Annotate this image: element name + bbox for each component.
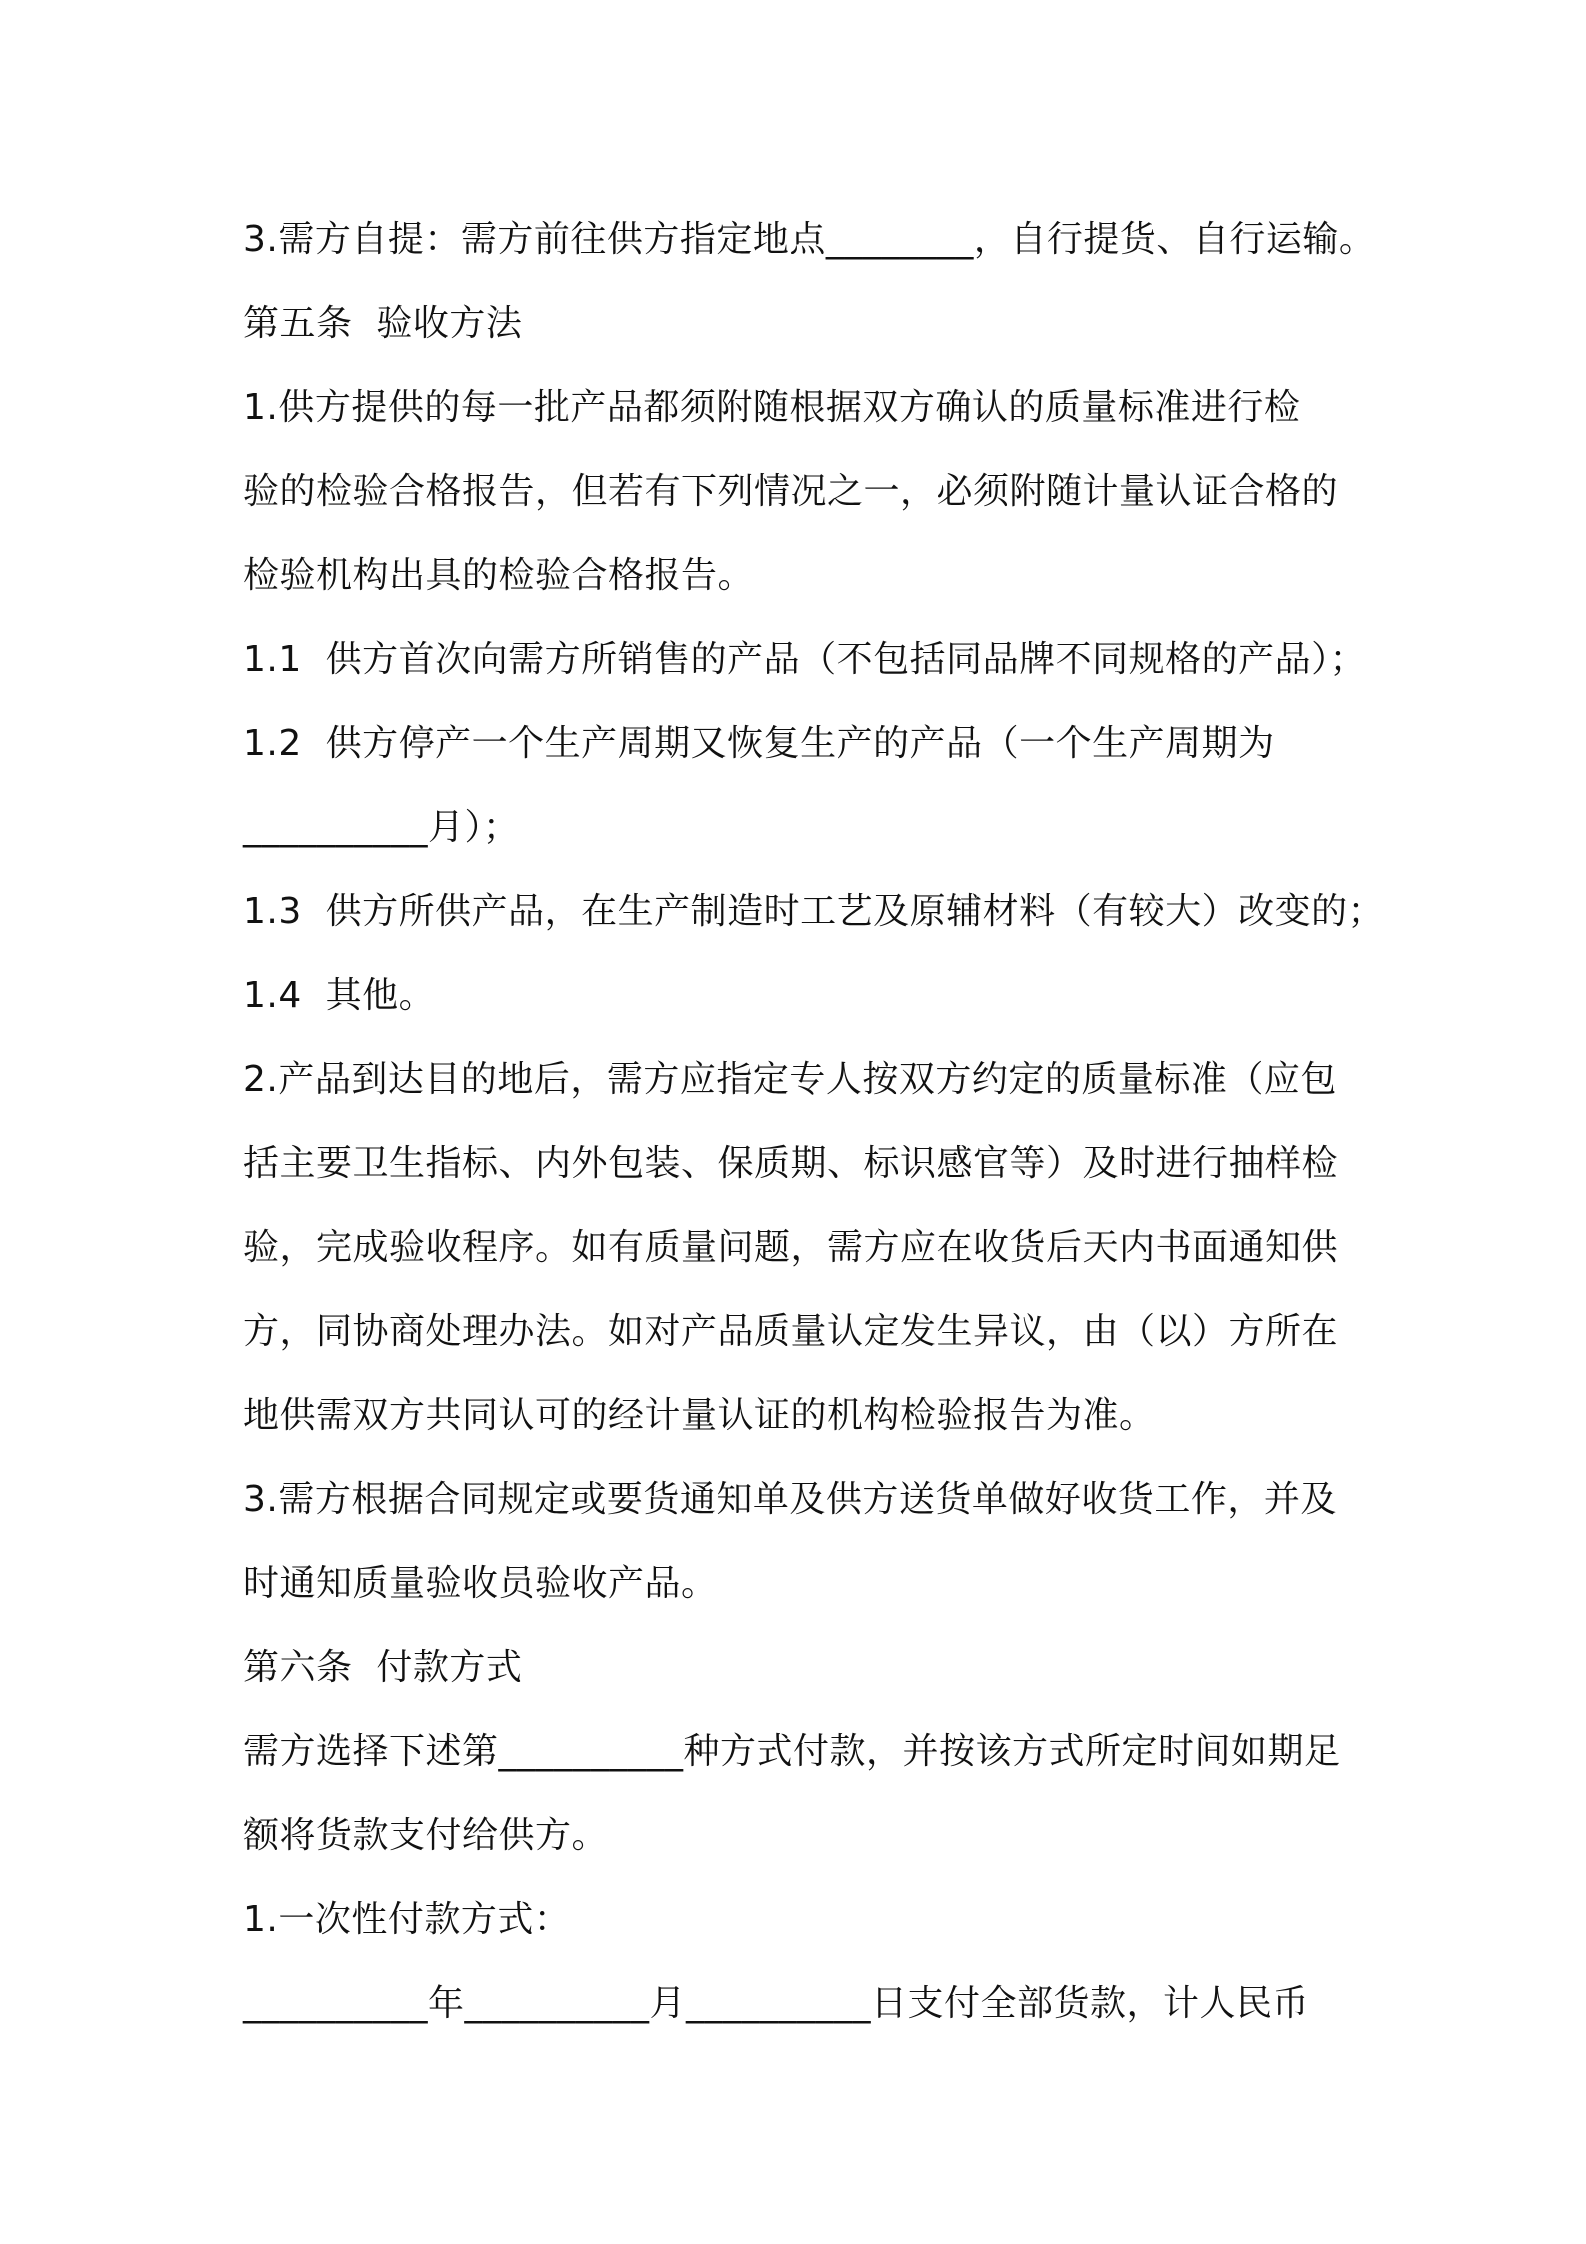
article-5-item-1-4: 1.4 其他。: [243, 975, 436, 1016]
article-5-item-1-1: 1.1 供方首次向需方所销售的产品（不包括同品牌不同规格的产品）；: [243, 639, 1367, 680]
article-6-heading: 第六条 付款方式: [243, 1647, 523, 1688]
article-5-item-3-line-1: 3.需方根据合同规定或要货通知单及供方送货单做好收货工作，并及: [243, 1479, 1337, 1520]
article-5-item-1-line-1: 1.供方提供的每一批产品都须附随根据双方确认的质量标准进行检: [243, 387, 1301, 428]
article-6-item-1: 1.一次性付款方式：: [243, 1899, 571, 1940]
document-body: [243, 198, 1483, 2046]
article-6-intro-line-1: 需方选择下述第__________种方式付款，并按该方式所定时间如期足: [243, 1731, 1341, 1772]
article-5-heading: 第五条 验收方法: [243, 303, 523, 344]
article-6-item-1-date-line: __________年__________月__________日支付全部货款，计人民币: [243, 1983, 1310, 2024]
article-5-item-1-line-2: 验的检验合格报告，但若有下列情况之一，必须附随计量认证合格的: [243, 471, 1339, 512]
clause-4-item-3: 3.需方自提：需方前往供方指定地点________，自行提货、自行运输。: [243, 219, 1376, 260]
article-5-item-2-line-1: 2.产品到达目的地后，需方应指定专人按双方约定的质量标准（应包: [243, 1059, 1337, 1100]
article-5-item-2-line-3: 验，完成验收程序。如有质量问题，需方应在收货后天内书面通知供: [243, 1227, 1339, 1268]
article-5-item-1-line-3: 检验机构出具的检验合格报告。: [243, 555, 755, 596]
article-6-intro-line-2: 额将货款支付给供方。: [243, 1815, 609, 1856]
article-5-item-1-3: 1.3 供方所供产品，在生产制造时工艺及原辅材料（有较大）改变的；: [243, 891, 1385, 932]
article-5-item-1-2-line-1: 1.2 供方停产一个生产周期又恢复生产的产品（一个生产周期为: [243, 723, 1275, 764]
article-5-item-2-line-4: 方，同协商处理办法。如对产品质量认定发生异议，由（以）方所在: [243, 1311, 1339, 1352]
article-5-item-1-2-line-2: __________月）；: [243, 807, 520, 848]
article-5-item-2-line-2: 括主要卫生指标、内外包装、保质期、标识感官等）及时进行抽样检: [243, 1143, 1339, 1184]
article-5-item-3-line-2: 时通知质量验收员验收产品。: [243, 1563, 718, 1604]
article-5-item-2-line-5: 地供需双方共同认可的经计量认证的机构检验报告为准。: [243, 1395, 1156, 1436]
